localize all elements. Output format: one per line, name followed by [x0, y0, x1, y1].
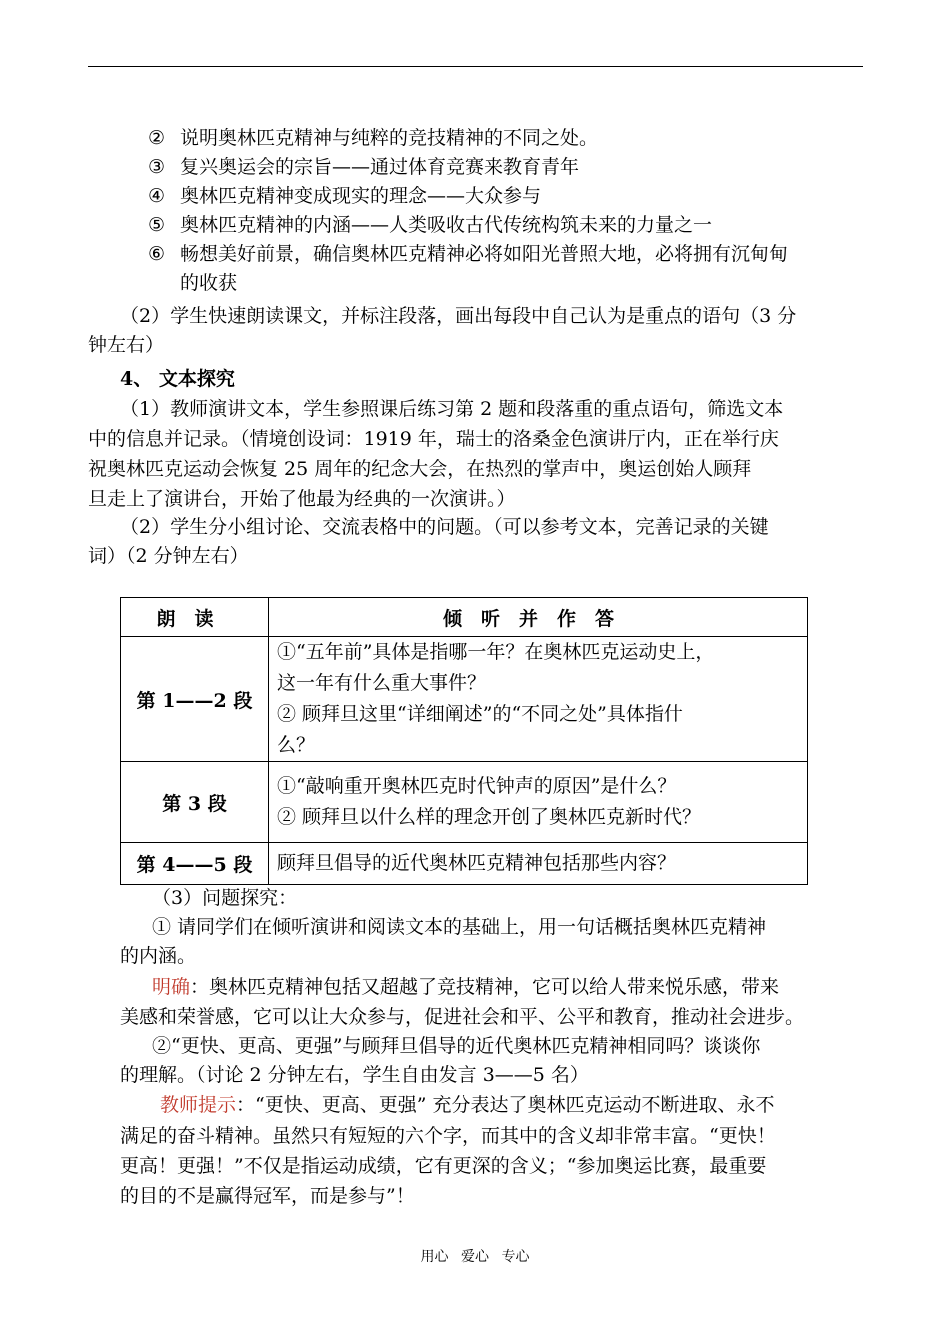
- header-rule: [88, 66, 863, 67]
- hint-line: 教师提示：“更快、更高、更强” 充分表达了奥林匹克运动不断进取、永不: [160, 1094, 775, 1116]
- row-label: 第 1——2 段: [121, 637, 269, 762]
- header-listen-answer: 倾听并作答: [269, 598, 808, 637]
- list-item: ⑤ 奥林匹克精神的内涵——人类吸收古代传统构筑未来的力量之一: [148, 214, 713, 236]
- question-line: ① 请同学们在倾听演讲和阅读文本的基础上，用一句话概括奥林匹克精神: [152, 916, 767, 938]
- list-item: ② 说明奥林匹克精神与纯粹的竞技精神的不同之处。: [148, 127, 599, 149]
- header-read: 朗读: [121, 598, 269, 637]
- row-label: 第 3 段: [121, 762, 269, 843]
- hint-line: 满足的奋斗精神。虽然只有短短的六个字，而其中的含义却非常丰富。“更快！: [120, 1125, 776, 1147]
- subheading: （3）问题探究：: [152, 887, 298, 909]
- table-row: [121, 843, 808, 885]
- row-content: ①“敲响重开奥林匹克时代钟声的原因”是什么？ ② 顾拜旦以什么样的理念开创了奥林匹克新时代？: [269, 762, 808, 843]
- paragraph-line: 祝奥林匹克运动会恢复 25 周年的纪念大会，在热烈的掌声中，奥运创始人顾拜: [88, 458, 752, 480]
- list-item: ④ 奥林匹克精神变成现实的理念——大众参与: [148, 185, 542, 207]
- answer-label: 明确: [152, 976, 191, 998]
- question-line: 的内涵。: [120, 945, 197, 967]
- row-label: 第 4——5 段: [121, 843, 269, 885]
- paragraph-line: 钟左右）: [88, 334, 165, 356]
- paragraph-line: 旦走上了演讲台，开始了他最为经典的一次演讲。）: [88, 488, 516, 510]
- paragraph-line: （2）学生分小组讨论、交流表格中的问题。（可以参考文本，完善记录的关键: [120, 516, 769, 538]
- question-line: 的理解。（讨论 2 分钟左右，学生自由发言 3——5 名）: [120, 1064, 589, 1086]
- hint-line: 更高！更强！”不仅是指运动成绩，它有更深的含义；“参加奥运比赛，最重要: [120, 1155, 767, 1177]
- answer-line: 明确：奥林匹克精神包括又超越了竞技精神，它可以给人带来悦乐感，带来: [152, 976, 780, 998]
- reading-table: [120, 597, 808, 885]
- paragraph-line: （1）教师演讲文本，学生参照课后练习第 2 题和段落重的重点语句，筛选文本: [120, 398, 784, 420]
- page-footer: 用心 爱心 专心: [420, 1249, 530, 1265]
- list-item: ③ 复兴奥运会的宗旨——通过体育竞赛来教育青年: [148, 156, 580, 178]
- hint-line: 的目的不是赢得冠军，而是参与”！: [120, 1185, 415, 1207]
- list-item-continuation: 的收获: [180, 272, 238, 294]
- row-content: ①“五年前”具体是指哪一年？在奥林匹克运动史上， 这一年有什么重大事件？ ② 顾拜旦这里“详细阐述”的“不同之处”具体指什 么？: [269, 637, 808, 762]
- table-header-row: [121, 598, 808, 637]
- question-line: ②“更快、更高、更强”与顾拜旦倡导的近代奥林匹克精神相同吗？谈谈你: [152, 1035, 761, 1057]
- paragraph-line: （2）学生快速朗读课文，并标注段落，画出每段中自己认为是重点的语句（3 分: [120, 305, 797, 327]
- table-row: [121, 637, 808, 762]
- list-item: ⑥ 畅想美好前景，确信奥林匹克精神必将如阳光普照大地，必将拥有沉甸甸: [148, 243, 789, 265]
- answer-line: 美感和荣誉感，它可以让大众参与，促进社会和平、公平和教育，推动社会进步。: [120, 1006, 805, 1028]
- table-row: [121, 762, 808, 843]
- section-heading: 4、 文本探究: [120, 368, 235, 390]
- hint-label: 教师提示: [160, 1094, 237, 1116]
- row-content: 顾拜旦倡导的近代奥林匹克精神包括那些内容？: [269, 843, 808, 885]
- paragraph-line: 中的信息并记录。（情境创设词：1919 年，瑞士的洛桑金色演讲厅内，正在举行庆: [88, 428, 779, 450]
- paragraph-line: 词）（2 分钟左右）: [88, 545, 249, 567]
